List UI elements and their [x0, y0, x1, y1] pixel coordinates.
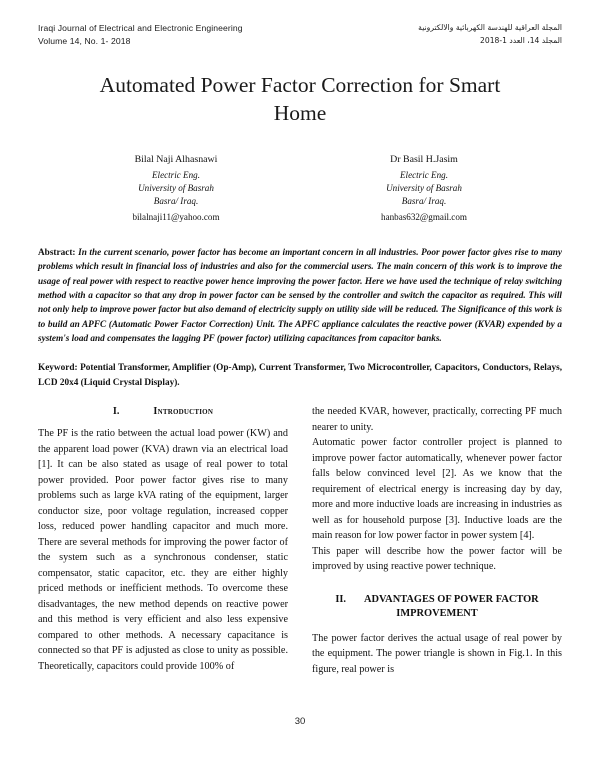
author-block [38, 153, 562, 224]
paragraph: The PF is the ratio between the actual load power (KW) and the apparent load power (KVA) drawn via an electrical load [1]. It can be also stated as usage of real power to total power provided. Poor power factor gives rise to many problems such as large kVA rating of the equipment, larger conductor size, poor voltage regulation, increased copper loss, reduced power handling capacitor and much more. There are several methods for improving the power factor of the system such as a synchronous condenser, static compensator, static capacitor, etc. they are either highly priced methods or inefficient methods. To overcome these disadvantages, the new method depends on reactive power and this method is very efficient and also less expensive compared to other methods. A necessary capacitance is connected so that PF is adjusted as close to unity as possible. Theoretically, capacitors could provide 100% of [38, 428, 288, 672]
section-title-line1: ADVANTAGES OF POWER FACTOR [364, 593, 539, 605]
author-department: Electric Eng. [400, 170, 448, 181]
journal-info-english [38, 22, 243, 49]
paper-title: Automated Power Factor Correction for Smart Home [99, 72, 501, 125]
paragraph: Automatic power factor controller project is planned to improve power factor automatically, whenever power factor falls below convinced level [2]. As we know that the requirement of electrical energy is increasing day by day, more and more inductive loads are increasing in industries as well as for household purpose [3]. Inductive loads are the main reason for low power factor in power system [4]. [312, 437, 562, 542]
author-entry-2 [300, 153, 548, 224]
journal-info-arabic [418, 22, 562, 47]
author-name: Dr Basil H.Jasim [390, 154, 458, 166]
keywords-text: Potential Transformer, Amplifier (Op-Amp), Current Transformer, Two Microcontroller, Capacitors, Conductors, Relays, LCD 20x4 (Liquid Crystal Display). [38, 363, 563, 388]
column-left [38, 404, 288, 677]
paragraph: This paper will describe how the power factor will be improved by using reactive power technique. [312, 545, 562, 573]
body-columns [38, 404, 562, 677]
running-header [38, 0, 562, 49]
author-name: Bilal Naji Alhasnawi [134, 154, 218, 166]
keywords-section [38, 361, 562, 390]
section-title: Introduction [153, 406, 214, 418]
author-university: University of Basrah [138, 183, 214, 194]
journal-volume-arabic: المجلد 14، العدد 1-2018 [480, 35, 562, 45]
journal-title-english: Iraqi Journal of Electrical and Electronic Engineering [38, 23, 243, 33]
abstract-separator: : [72, 248, 79, 259]
section-number: II. [335, 593, 347, 605]
paragraph: The power factor derives the actual usage of real power by the equipment. The power triangle is shown in Fig.1. In this figure, real power is [312, 632, 562, 675]
page-number: 30 [294, 716, 306, 727]
author-location: Basra/ Iraq. [401, 196, 447, 207]
section-heading-introduction [38, 406, 288, 417]
abstract-section [38, 246, 562, 346]
abstract-label: Abstract [38, 248, 73, 259]
journal-volume-english: Volume 14, No. 1- 2018 [38, 36, 131, 47]
author-entry-1 [52, 153, 300, 224]
section-number: I. [112, 406, 120, 418]
author-department: Electric Eng. [152, 170, 200, 181]
keywords-label: Keyword: [38, 363, 78, 374]
author-email[interactable]: hanbas632@gmail.com [381, 212, 467, 223]
abstract-text: In the current scenario, power factor has become an important concern in all industries. Poor power factor gives rise to many problems which result in financial loss of industries and also for the commercial users. The main concern of this work is to improve the usage of real power with respect to reactive power hence improving the power factor. Here we have used the technique of relay switching method with a capacitor so that any drop in power factor can be sensed by the controller and switch the capacitor as required. This will not only help to improve power factor but also demand of electricity supply on utility side will be reduced. The Significance of this work is to build an APFC (Automatic Power Factor Correction) Unit. The APFC appliance calculates the reactive power (KVAR) expended by a system's load and compensates the lagging PF (power factor) utilizing capacitances from capacitor banks. [38, 248, 562, 345]
author-university: University of Basrah [386, 183, 462, 194]
column-right [312, 404, 562, 677]
section-title-line2: IMPROVEMENT [396, 607, 478, 619]
author-location: Basra/ Iraq. [153, 196, 199, 207]
section-heading-advantages [312, 593, 562, 621]
author-email[interactable]: bilalnaji11@yahoo.com [132, 212, 220, 223]
journal-title-arabic: المجلة العراقية للهندسة الكهربائية والالكترونية [418, 23, 562, 32]
paragraph: the needed KVAR, however, practically, correcting PF much nearer to unity. [312, 406, 562, 433]
